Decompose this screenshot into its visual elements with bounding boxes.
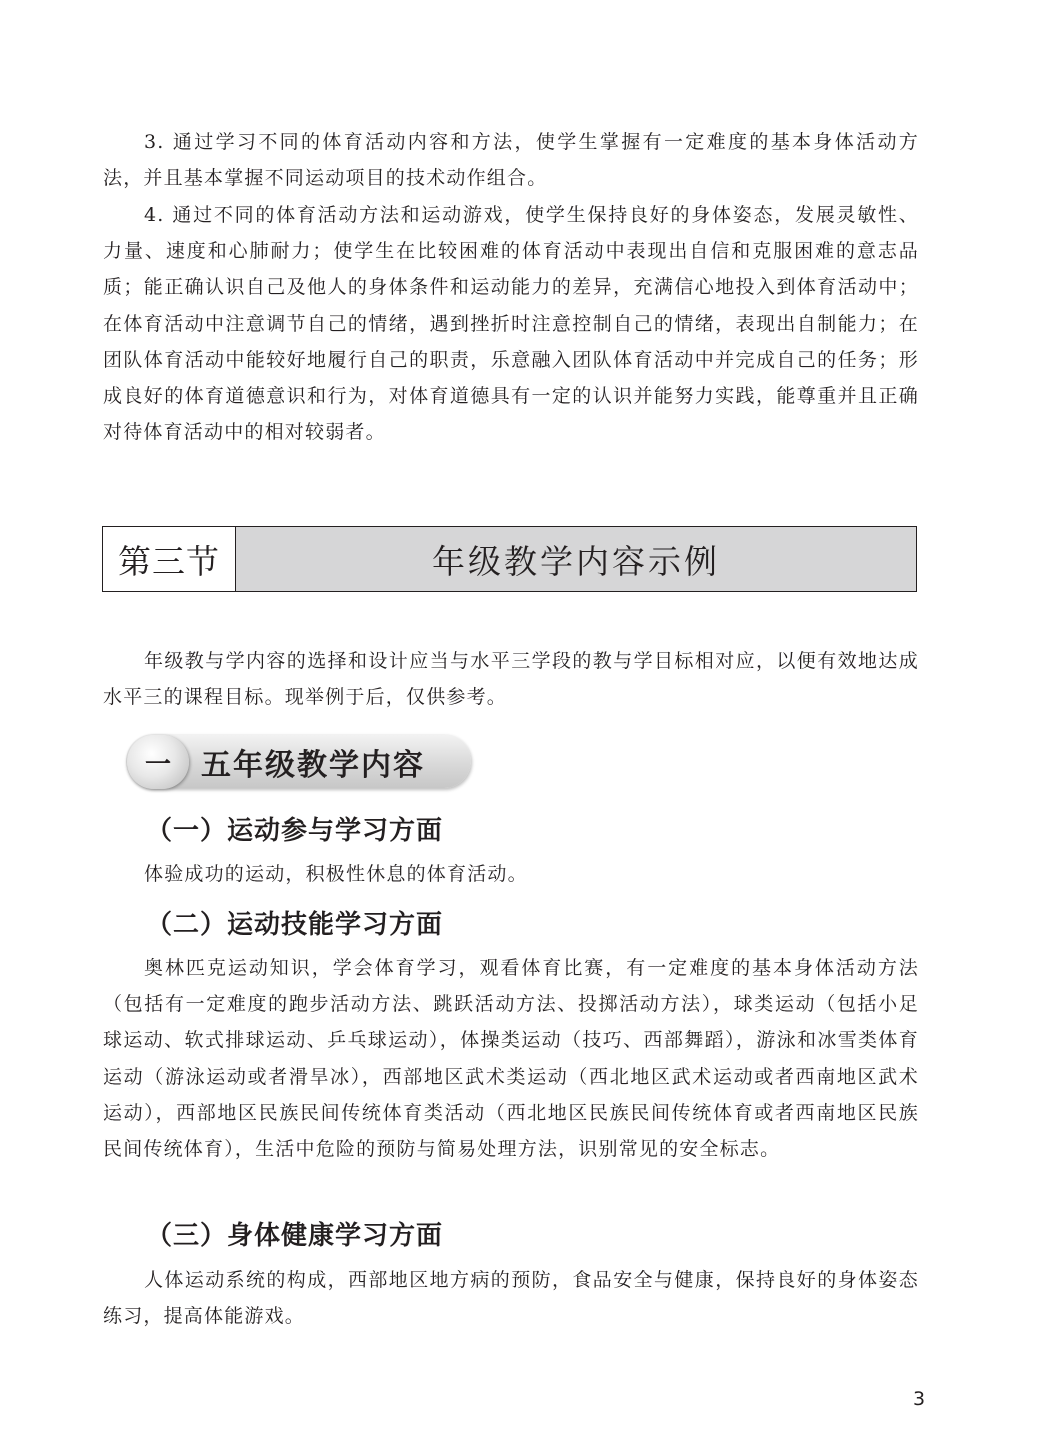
paragraph-item-3: 3. 通过学习不同的体育活动内容和方法，使学生掌握有一定难度的基本身体活动方法，并且基本掌握不同运动项目的技术动作组合。 <box>103 131 919 190</box>
subsection-heading-skills: （二）运动技能学习方面 <box>146 910 444 940</box>
page-number: 3 <box>913 1388 926 1410</box>
section-title: 年级教学内容示例 <box>236 527 916 591</box>
subsection-body-health: 人体运动系统的构成，西部地区地方病的预防，食品安全与健康，保持良好的身体姿态练习，提高体能游戏。 <box>103 1269 919 1328</box>
subsection-body-skills: 奥林匹克运动知识，学会体育学习，观看体育比赛，有一定难度的基本身体活动方法（包括有一定难度的跑步活动方法、跳跃活动方法、投掷活动方法），球类运动（包括小足球运动、软式排球运动、乒乓球运动），体操类运动（技巧、西部舞蹈），游泳和冰雪类体育运动（游泳运动或者滑旱冰），西部地区武术类运动（西北地区武术运动或者西南地区武术运动），西部地区民族民间传统体育类活动（西北地区民族民间传统体育或者西南地区民族民间传统体育），生活中危险的预防与简易处理方法，识别常见的安全标志。 <box>103 957 919 1161</box>
section-number: 第三节 <box>103 527 236 591</box>
section-intro: 年级教与学内容的选择和设计应当与水平三学段的教与学目标相对应，以便有效地达成水平三的课程目标。现举例于后，仅供参考。 <box>103 650 919 709</box>
subsection-heading-participation: （一）运动参与学习方面 <box>146 816 444 846</box>
subsection-heading-health: （三）身体健康学习方面 <box>146 1221 444 1251</box>
section-header <box>102 526 917 592</box>
grade-heading-number: 一 <box>127 735 189 789</box>
grade-heading-title: 五年级教学内容 <box>201 748 425 783</box>
paragraph-item-4: 4. 通过不同的体育活动方法和运动游戏，使学生保持良好的身体姿态，发展灵敏性、力量、速度和心肺耐力；使学生在比较困难的体育活动中表现出自信和克服困难的意志品质；能正确认识自己及他人的身体条件和运动能力的差异，充满信心地投入到体育活动中；在体育活动中注意调节自己的情绪，遇到挫折时注意控制自己的情绪，表现出自制能力；在团队体育活动中能较好地履行自己的职责，乐意融入团队体育活动中并完成自己的任务；形成良好的体育道德意识和行为，对体育道德具有一定的认识并能努力实践，能尊重并且正确对待体育活动中的相对较弱者。 <box>103 204 919 444</box>
subsection-body-participation: 体验成功的运动，积极性休息的体育活动。 <box>144 863 528 885</box>
